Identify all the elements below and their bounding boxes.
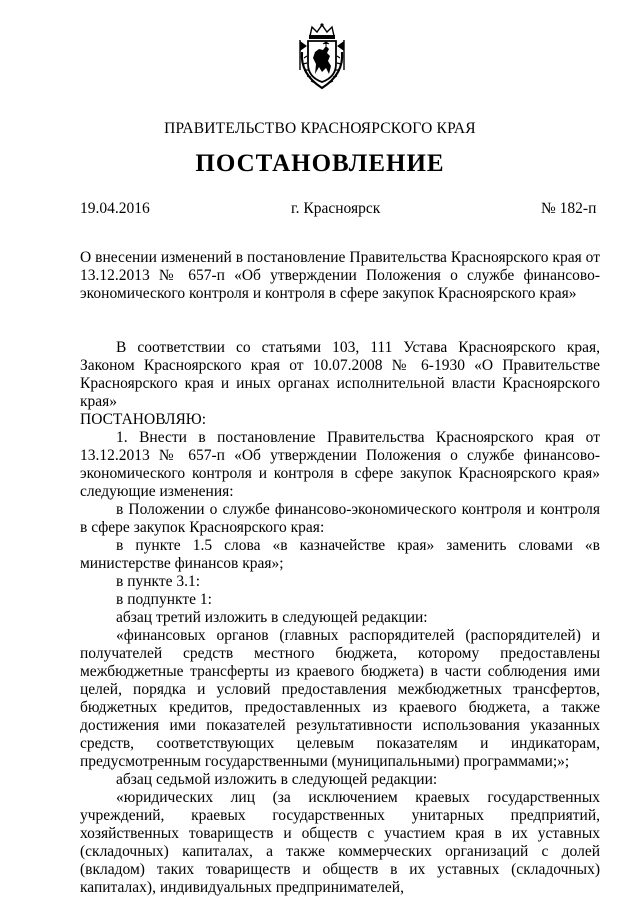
coat-of-arms-emblem: [296, 22, 348, 92]
body-paragraph: абзац третий изложить в следующей редакции:: [116, 609, 428, 626]
document-type-title: ПОСТАНОВЛЕНИЕ: [195, 150, 445, 177]
document-body: [80, 339, 600, 897]
body-paragraph: В соответствии со статьями 103, 111 Устава Красноярского края, Законом Красноярского края от 10.07.2008 № 6-1930 «О Правительстве Красноярского края и иных органах исполнительной власти Красноярского края»: [80, 339, 600, 410]
document-city: г. Красноярск: [291, 200, 381, 217]
body-paragraph: абзац седьмой изложить в следующей редакции:: [116, 771, 438, 788]
body-paragraph: «финансовых органов (главных распорядителей (распорядителей) и получателей средств местного бюджета, которому предоставлены межбюджетные трансферты из краевого бюджета) в части соблюдения ими целей, порядка и условий предоставления межбюджетных трансфертов, бюджетных кредитов, предоставленных из краевого бюджета, а также достижения ими показателей результативности использования указанных средств, соответствующих целевым показателям и индикаторам, предусмотренным государственными (муниципальными) программами;»;: [80, 627, 600, 770]
body-paragraph: в пункте 1.5 слова «в казначействе края» заменить словами «в министерстве финансов края»;: [80, 537, 600, 572]
body-paragraph: в пункте 3.1:: [116, 573, 201, 590]
document-date: 19.04.2016: [80, 200, 150, 217]
body-paragraph: в Положении о службе финансово-экономического контроля и контроля в сфере закупок Красноярского края:: [80, 501, 600, 536]
organization-title: ПРАВИТЕЛЬСТВО КРАСНОЯРСКОГО КРАЯ: [164, 120, 476, 137]
document-subject: О внесении изменений в постановление Правительства Красноярского края от 13.12.2013 № 657-п «Об утверждении Положения о службе финансово-экономического контроля и контроля в сфере закупок Красноярского края»: [80, 249, 600, 302]
coat-of-arms-icon: [296, 22, 348, 92]
body-paragraph: 1. Внести в постановление Правительства Красноярского края от 13.12.2013 № 657-п «Об утверждении Положения о службе финансово-экономического контроля и контроля в сфере закупок Красноярского края» следующие изменения:: [80, 429, 600, 500]
body-paragraph: «юридических лиц (за исключением краевых государственных учреждений, краевых государственных унитарных предприятий, хозяйственных товариществ и обществ с участием края в их уставных (складочных) капиталах, а также коммерческих организаций с долей (вкладом) таких товариществ и обществ в их уставных (складочных) капиталах), индивидуальных предпринимателей,: [80, 789, 600, 896]
body-paragraph: в подпункте 1:: [116, 591, 212, 608]
resolution-keyword: ПОСТАНОВЛЯЮ:: [80, 411, 207, 428]
document-number: № 182-п: [541, 200, 597, 217]
